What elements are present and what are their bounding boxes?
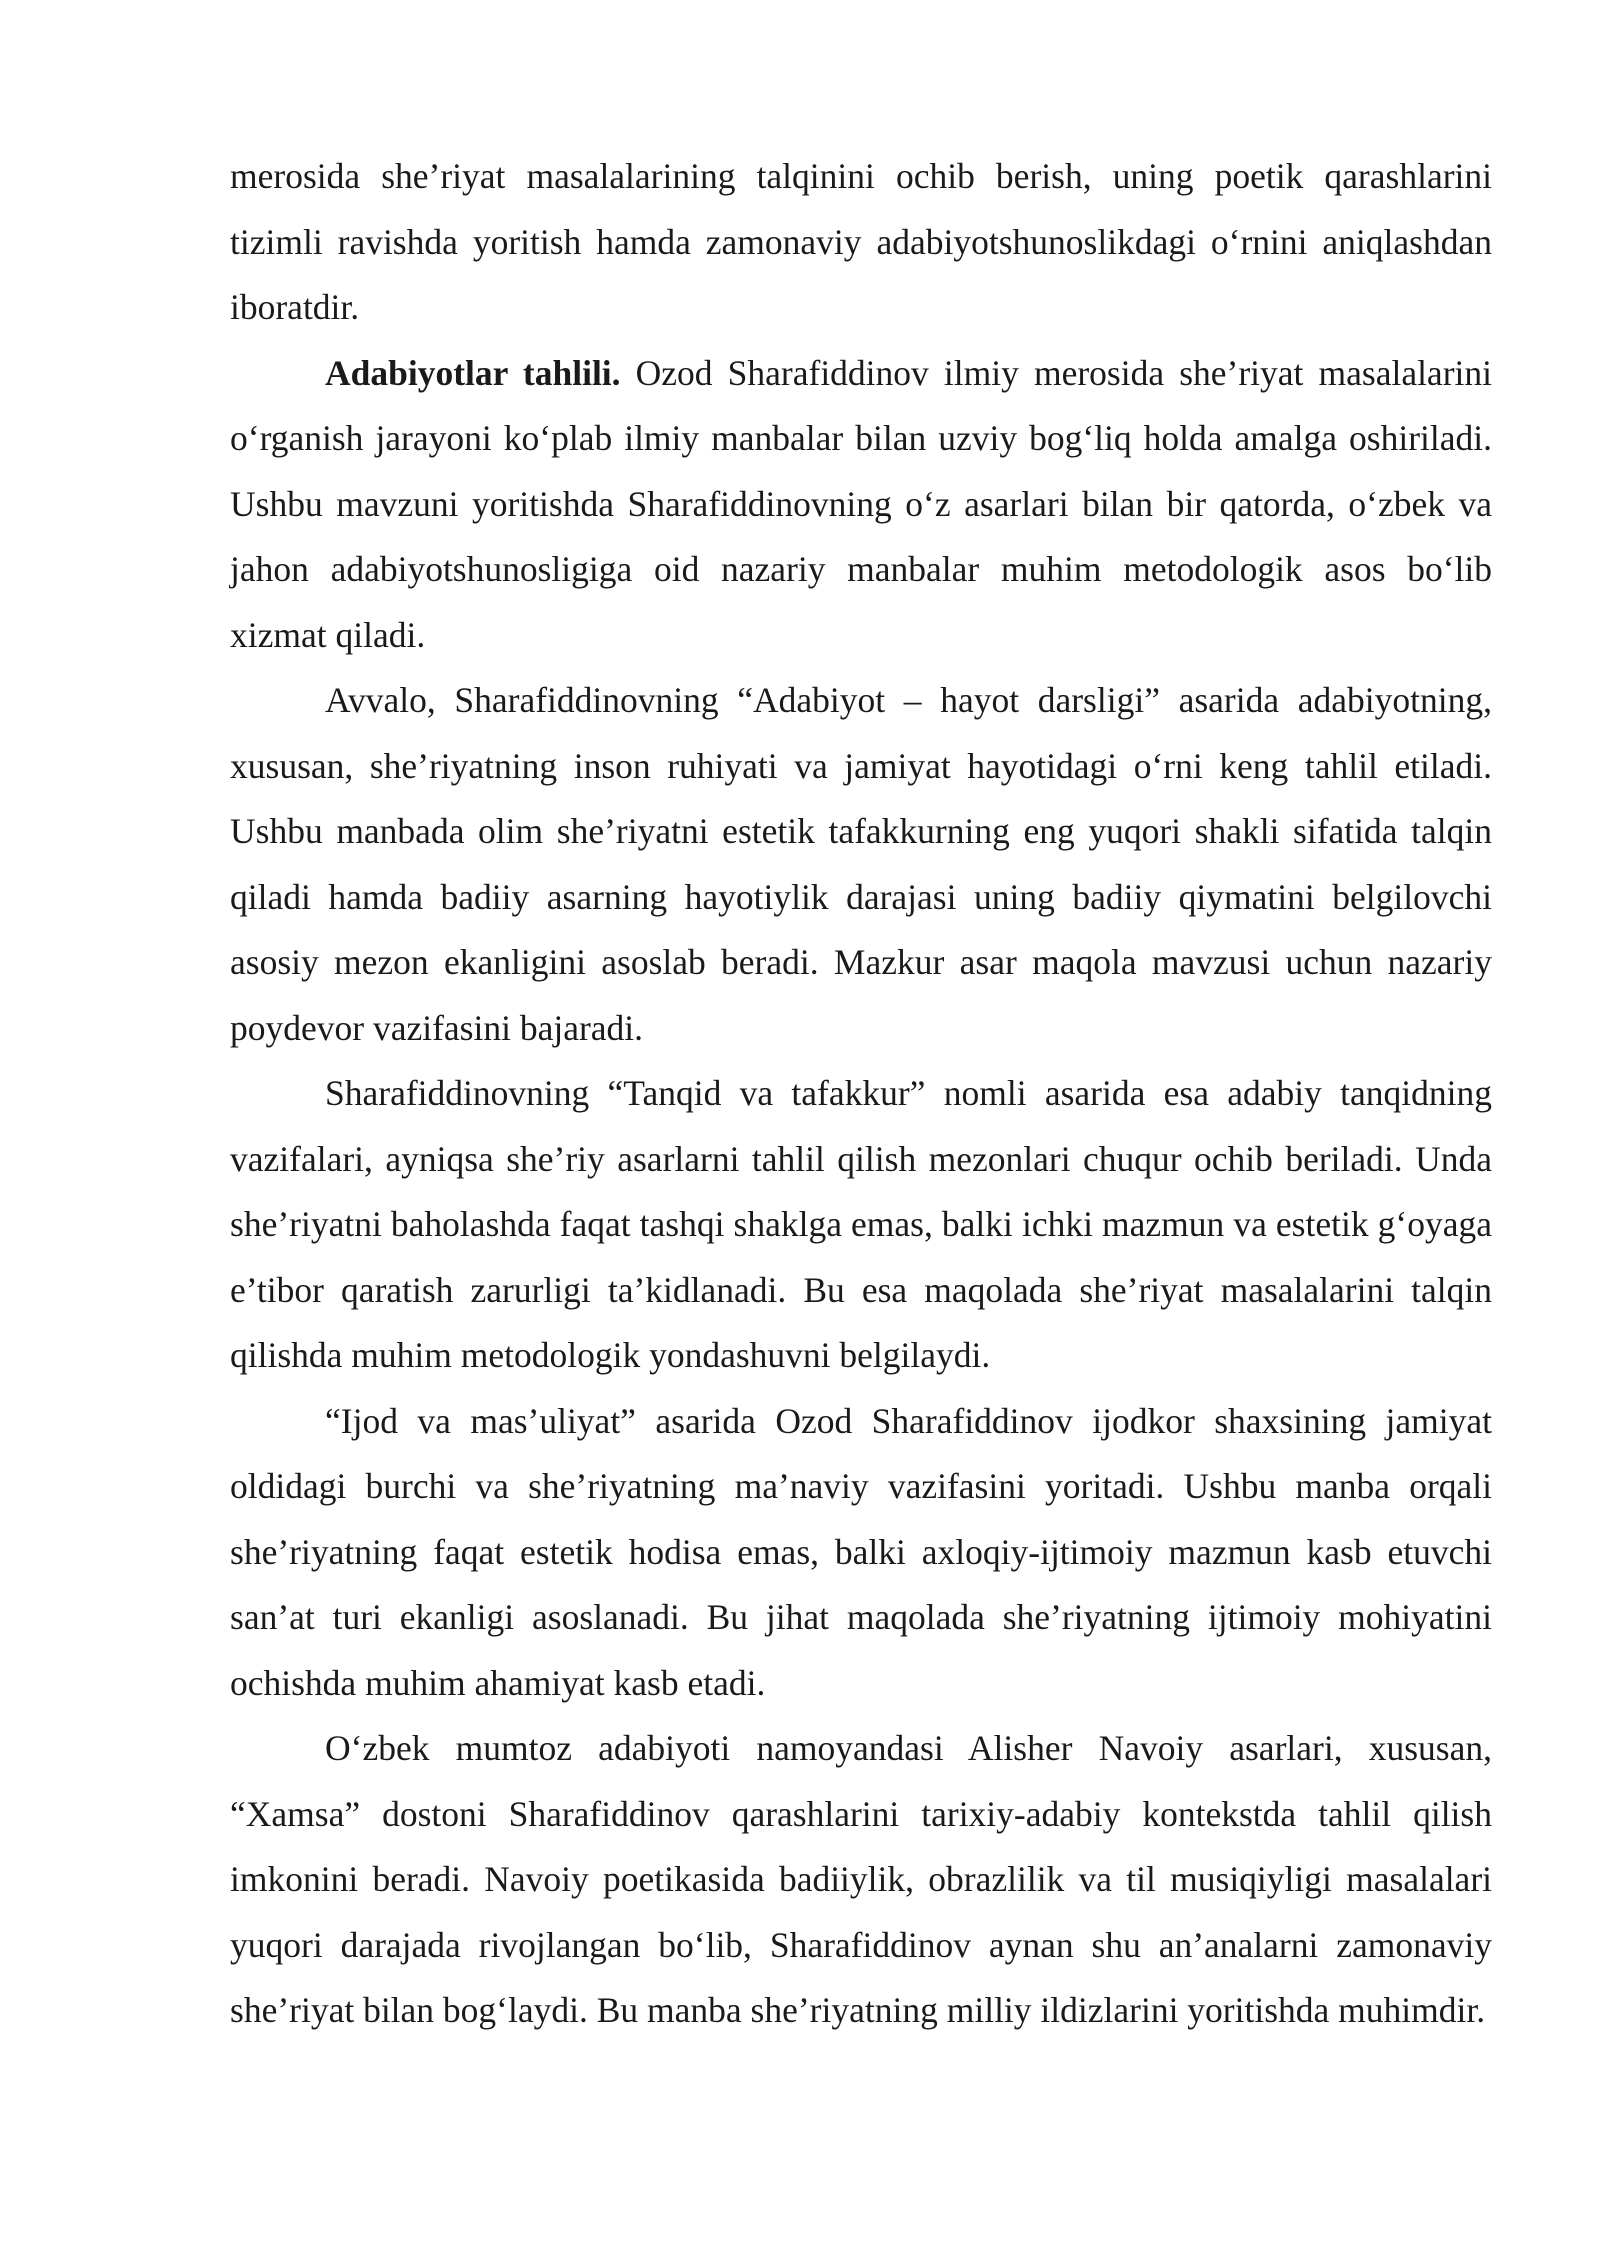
section-heading-literature-review: Adabiyotlar tahlili. [325, 352, 621, 393]
paragraph-literature-review [230, 341, 1492, 669]
paragraph-adabiyot-hayot-darsligi [230, 668, 1492, 1061]
paragraph-text: merosida she’riyat masalalarining talqinini ochib berish, uning poetik qarashlarini tizimli ravishda yoritish hamda zamonaviy adabiyotshunoslikdagi o‘rnini aniqlashdan iboratdir. [230, 156, 1492, 327]
paragraph-text: Ozod Sharafiddinov ilmiy merosida she’riyat masalalarini o‘rganish jarayoni ko‘plab ilmiy manbalar bilan uzviy bog‘liq holda amalga oshiriladi. Ushbu mavzuni yoritishda Sharafiddinovning o‘z asarlari bilan bir qatorda, o‘zbek va jahon adabiyotshunosligiga oid nazariy manbalar muhim metodologik asos bo‘lib xizmat qiladi. [230, 352, 1492, 655]
document-page [230, 144, 1492, 2044]
paragraph-text: Avvalo, Sharafiddinovning “Adabiyot – hayot darsligi” asarida adabiyotning, xususan, she’riyatning inson ruhiyati va jamiyat hayotidagi o‘rni keng tahlil etiladi. Ushbu manbada olim she’riyatni estetik tafakkurning eng yuqori shakli sifatida talqin qiladi hamda badiiy asarning hayotiylik darajasi uning badiiy qiymatini belgilovchi asosiy mezon ekanligini asoslab beradi. Mazkur asar maqola mavzusi uchun nazariy poydevor vazifasini bajaradi. [230, 680, 1492, 1048]
paragraph-navoiy-xamsa [230, 1716, 1492, 2044]
paragraph-ijod-va-masuliyat [230, 1389, 1492, 1717]
paragraph-text: “Ijod va mas’uliyat” asarida Ozod Sharafiddinov ijodkor shaxsining jamiyat oldidagi burchi va she’riyatning ma’naviy vazifasini yoritadi. Ushbu manba orqali she’riyatning faqat estetik hodisa emas, balki axloqiy-ijtimoiy mazmun kasb etuvchi san’at turi ekanligi asoslanadi. Bu jihat maqolada she’riyatning ijtimoiy mohiyatini ochishda muhim ahamiyat kasb etadi. [230, 1400, 1492, 1703]
paragraph-text: O‘zbek mumtoz adabiyoti namoyandasi Alisher Navoiy asarlari, xususan, “Xamsa” dostoni Sharafiddinov qarashlarini tarixiy-adabiy kontekstda tahlil qilish imkonini beradi. Navoiy poetikasida badiiylik, obrazlilik va til musiqiyligi masalalari yuqori darajada rivojlangan bo‘lib, Sharafiddinov aynan shu an’analarni zamonaviy she’riyat bilan bog‘laydi. Bu manba she’riyatning milliy ildizlarini yoritishda muhimdir. [230, 1728, 1492, 2030]
paragraph-text: Sharafiddinovning “Tanqid va tafakkur” nomli asarida esa adabiy tanqidning vazifalari, ayniqsa she’riy asarlarni tahlil qilish mezonlari chuqur ochib beriladi. Unda she’riyatni baholashda faqat tashqi shaklga emas, balki ichki mazmun va estetik g‘oyaga e’tibor qaratish zarurligi ta’kidlanadi. Bu esa maqolada she’riyat masalalarini talqin qilishda muhim metodologik yondashuvni belgilaydi. [230, 1073, 1492, 1375]
paragraph-tanqid-va-tafakkur [230, 1061, 1492, 1389]
paragraph-intro-continuation [230, 144, 1492, 341]
